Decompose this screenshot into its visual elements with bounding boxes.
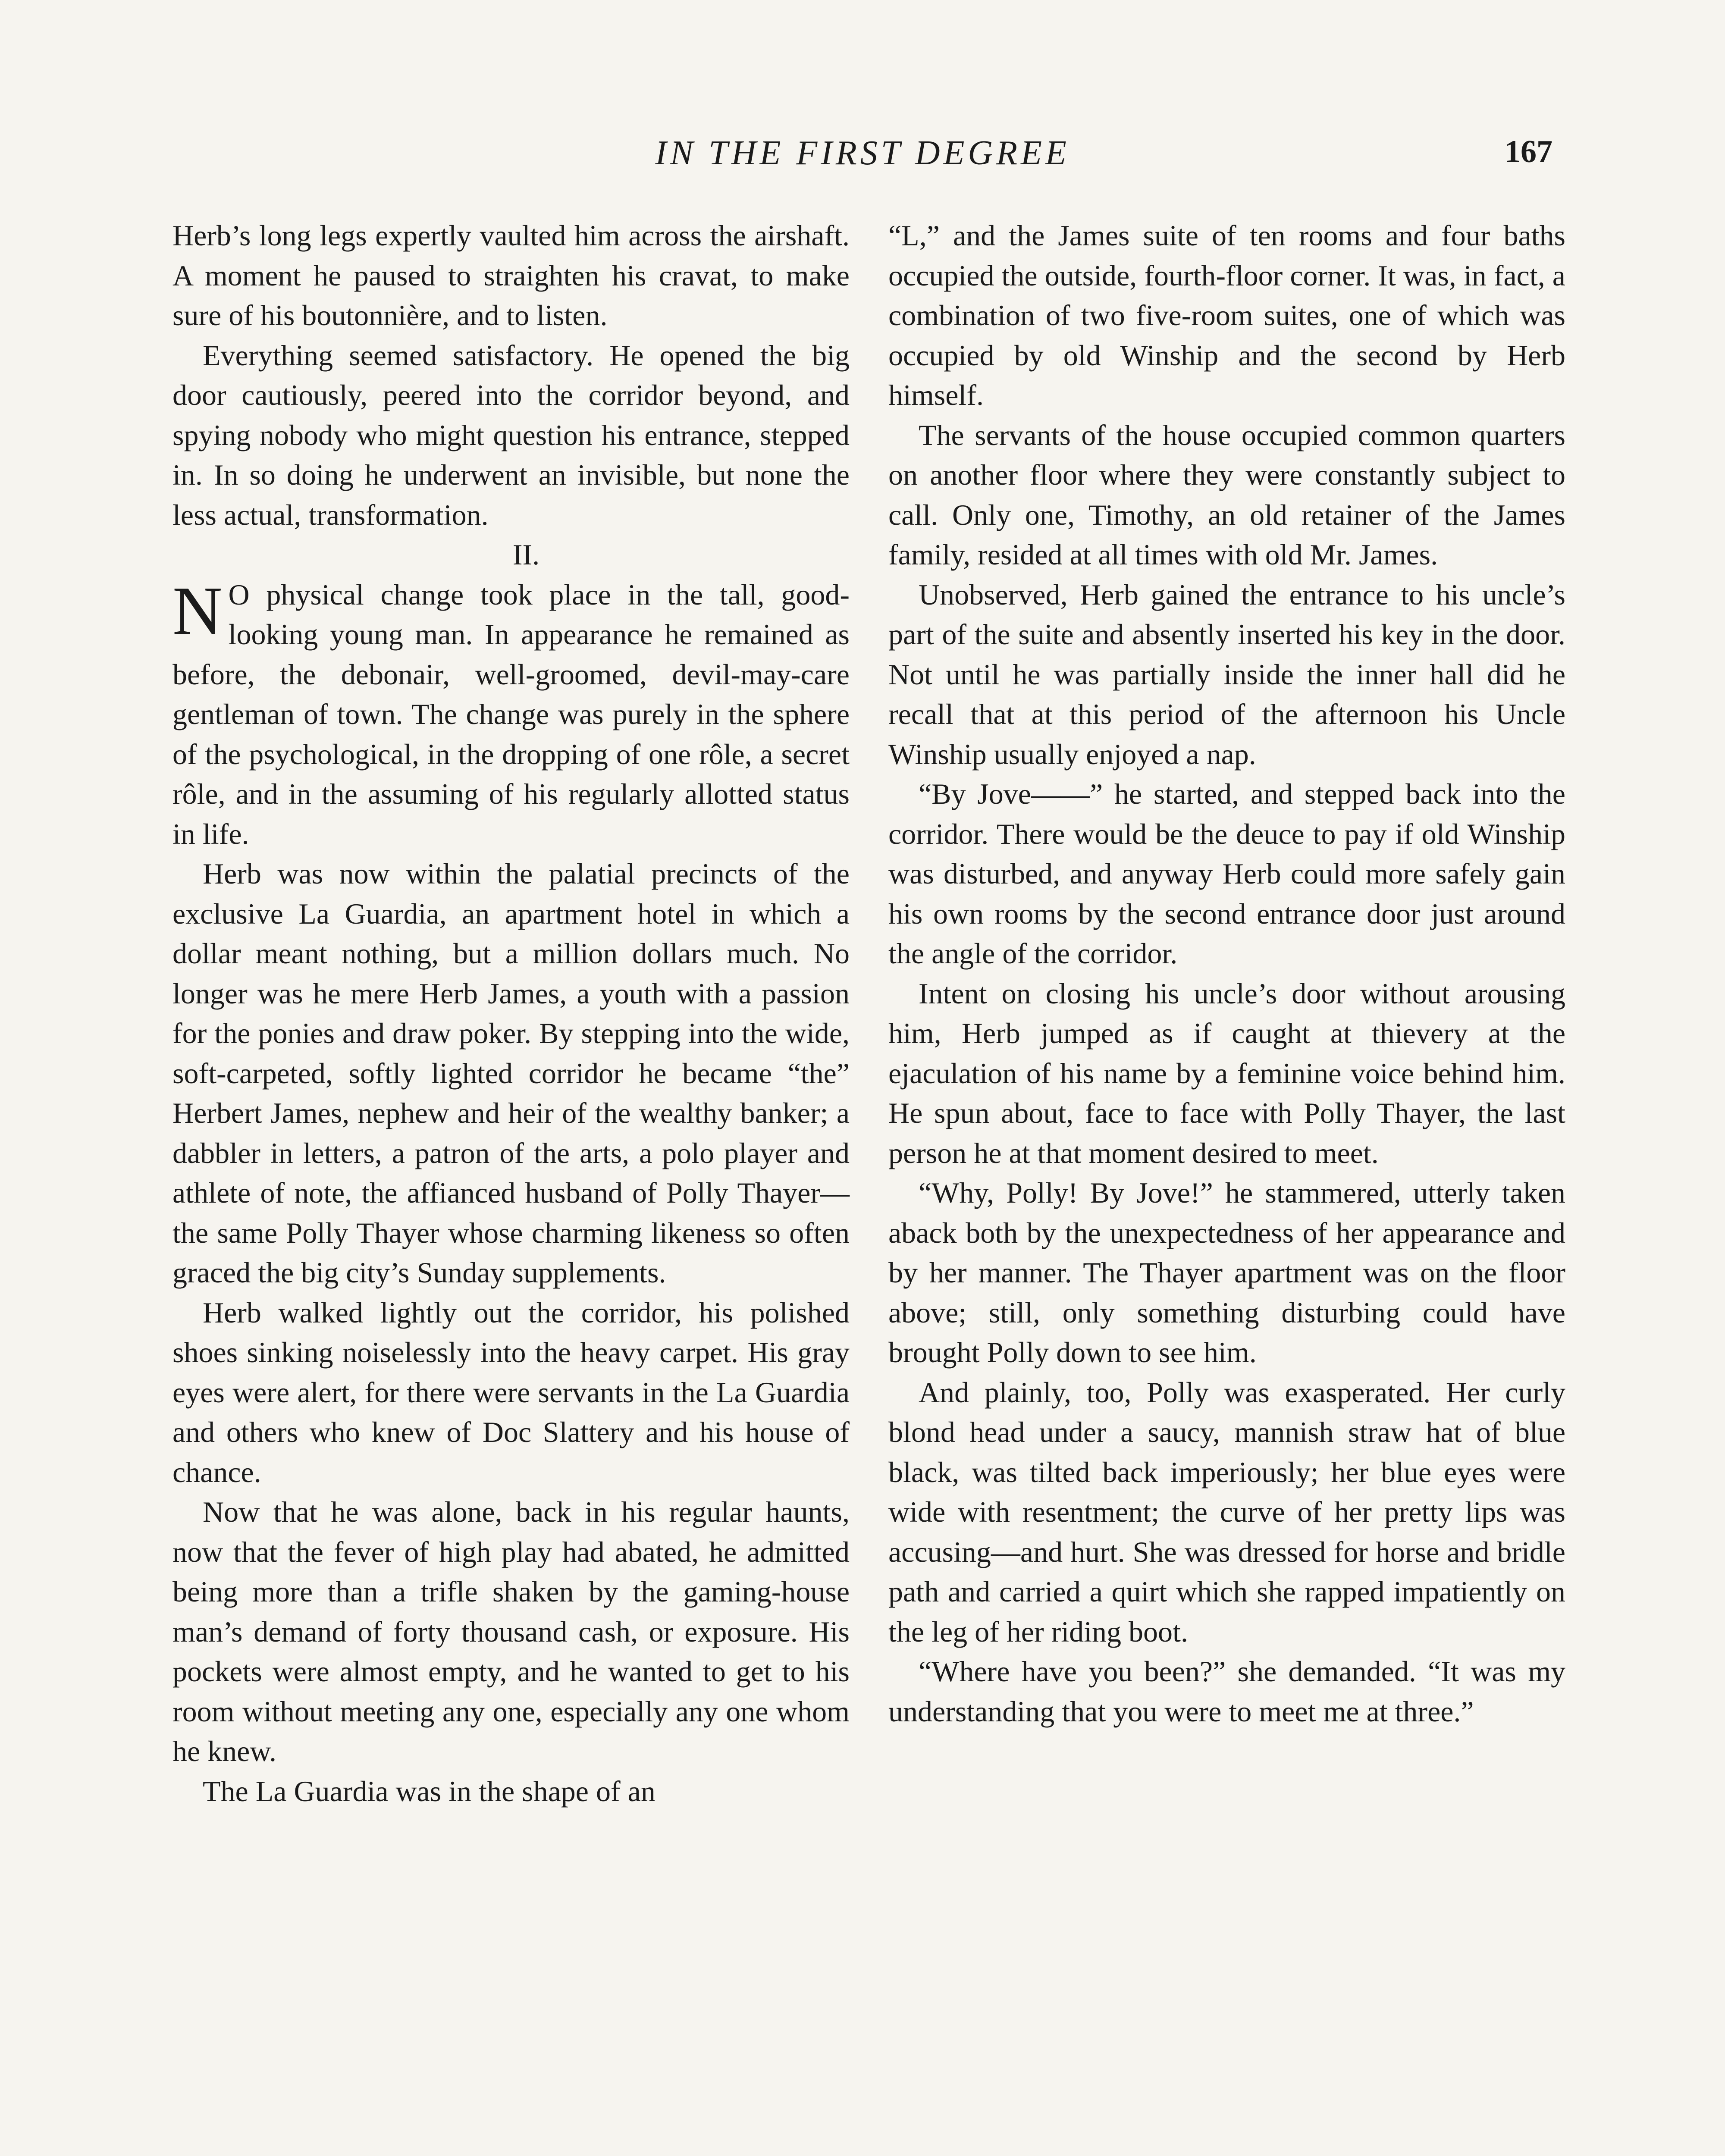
paragraph: The La Guardia was in the shape of an bbox=[203, 1774, 656, 1808]
paragraph: Herb was now within the palatial precincts of the exclusive La Guardia, an apartment hotel in which a dollar meant nothing, but a million dollars much. No longer was he mere Herb James, a youth with a passion for the ponies and draw poker. By stepping into the wide, soft-carpeted, softly lighted corridor he became “the” Herbert James, nephew and heir of the wealthy banker; a dabbler in letters, a patron of the arts, a polo player and athlete of note, the affianced husband of Polly Thayer—the same Polly Thayer whose charming likeness so often graced the big city’s Sunday supplements. bbox=[172, 857, 850, 1289]
paragraph: Herb’s long legs expertly vaulted him across the airshaft. A moment he paused to straighten his cravat, to make sure of his boutonnière, and to listen. bbox=[172, 219, 850, 332]
running-title: IN THE FIRST DEGREE bbox=[655, 134, 1070, 172]
section-heading: II. bbox=[512, 538, 540, 571]
right-column bbox=[888, 216, 1565, 1731]
paragraph: “Where have you been?” she demanded. “It was my understanding that you were to meet me at three.” bbox=[888, 1655, 1565, 1728]
paragraph: Unobserved, Herb gained the entrance to his uncle’s part of the suite and absently inserted his key in the door. Not until he was partially inside the inner hall did he recall that at this period of the afternoon his Uncle Winship usually enjoyed a nap. bbox=[888, 578, 1565, 771]
paragraph: The servants of the house occupied common quarters on another floor where they were constantly subject to call. Only one, Timothy, an old retainer of the James family, resided at all times with old Mr. James. bbox=[888, 418, 1565, 571]
page-header bbox=[172, 134, 1552, 185]
paragraph: “L,” and the James suite of ten rooms and four baths occupied the outside, fourth-floor corner. It was, in fact, a combination of two five-room suites, one of which was occupied by old Winship and the second by Herb himself. bbox=[888, 219, 1565, 411]
paragraph: And plainly, too, Polly was exasperated. Her curly blond head under a saucy, mannish straw hat of blue black, was tilted back imperiously; her blue eyes were wide with resentment; the curve of her pretty lips was accusing—and hurt. She was dressed for horse and bridle path and carried a quirt which she rapped impatiently on the leg of her riding boot. bbox=[888, 1376, 1565, 1648]
page-number: 167 bbox=[1505, 134, 1552, 169]
drop-cap-paragraph: NO physical change took place in the tall, good-looking young man. In appearance he remained as before, the debonair, well-groomed, devil-may-care gentleman of town. The change was purely in the sphere of the psychological, in the dropping of one rôle, a secret rôle, and in the assuming of his regularly allotted status in life. bbox=[172, 572, 850, 850]
paragraph: Herb walked lightly out the corridor, his polished shoes sinking noiselessly into the heavy carpet. His gray eyes were alert, for there were servants in the La Guardia and others who knew of Doc Slattery and his house of chance. bbox=[172, 1296, 850, 1489]
paragraph: “By Jove——” he started, and stepped back into the corridor. There would be the deuce to pay if old Winship was disturbed, and anyway Herb could more safely gain his own rooms by the second entrance door just around the angle of the corridor. bbox=[888, 777, 1565, 970]
paragraph: Now that he was alone, back in his regular haunts, now that the fever of high play had abated, he admitted being more than a trifle shaken by the gaming-house man’s demand of forty thousand cash, or exposure. His pockets were almost empty, and he wanted to get to his room without meeting any one, especially any one whom he knew. bbox=[172, 1495, 850, 1767]
paragraph: Everything seemed satisfactory. He opened the big door cautiously, peered into the corridor beyond, and spying nobody who might question his entrance, stepped in. In so doing he underwent an invisible, but none the less actual, transformation. bbox=[172, 338, 850, 531]
left-column bbox=[172, 216, 850, 1811]
paragraph: “Why, Polly! By Jove!” he stammered, utterly taken aback both by the unexpectedness of her appearance and by her manner. The Thayer apartment was on the floor above; still, only something disturbing could have brought Polly down to see him. bbox=[888, 1176, 1565, 1369]
paragraph: Intent on closing his uncle’s door without arousing him, Herb jumped as if caught at thievery at the ejaculation of his name by a feminine voice behind him. He spun about, face to face with Polly Thayer, the last person he at that moment desired to meet. bbox=[888, 977, 1565, 1169]
